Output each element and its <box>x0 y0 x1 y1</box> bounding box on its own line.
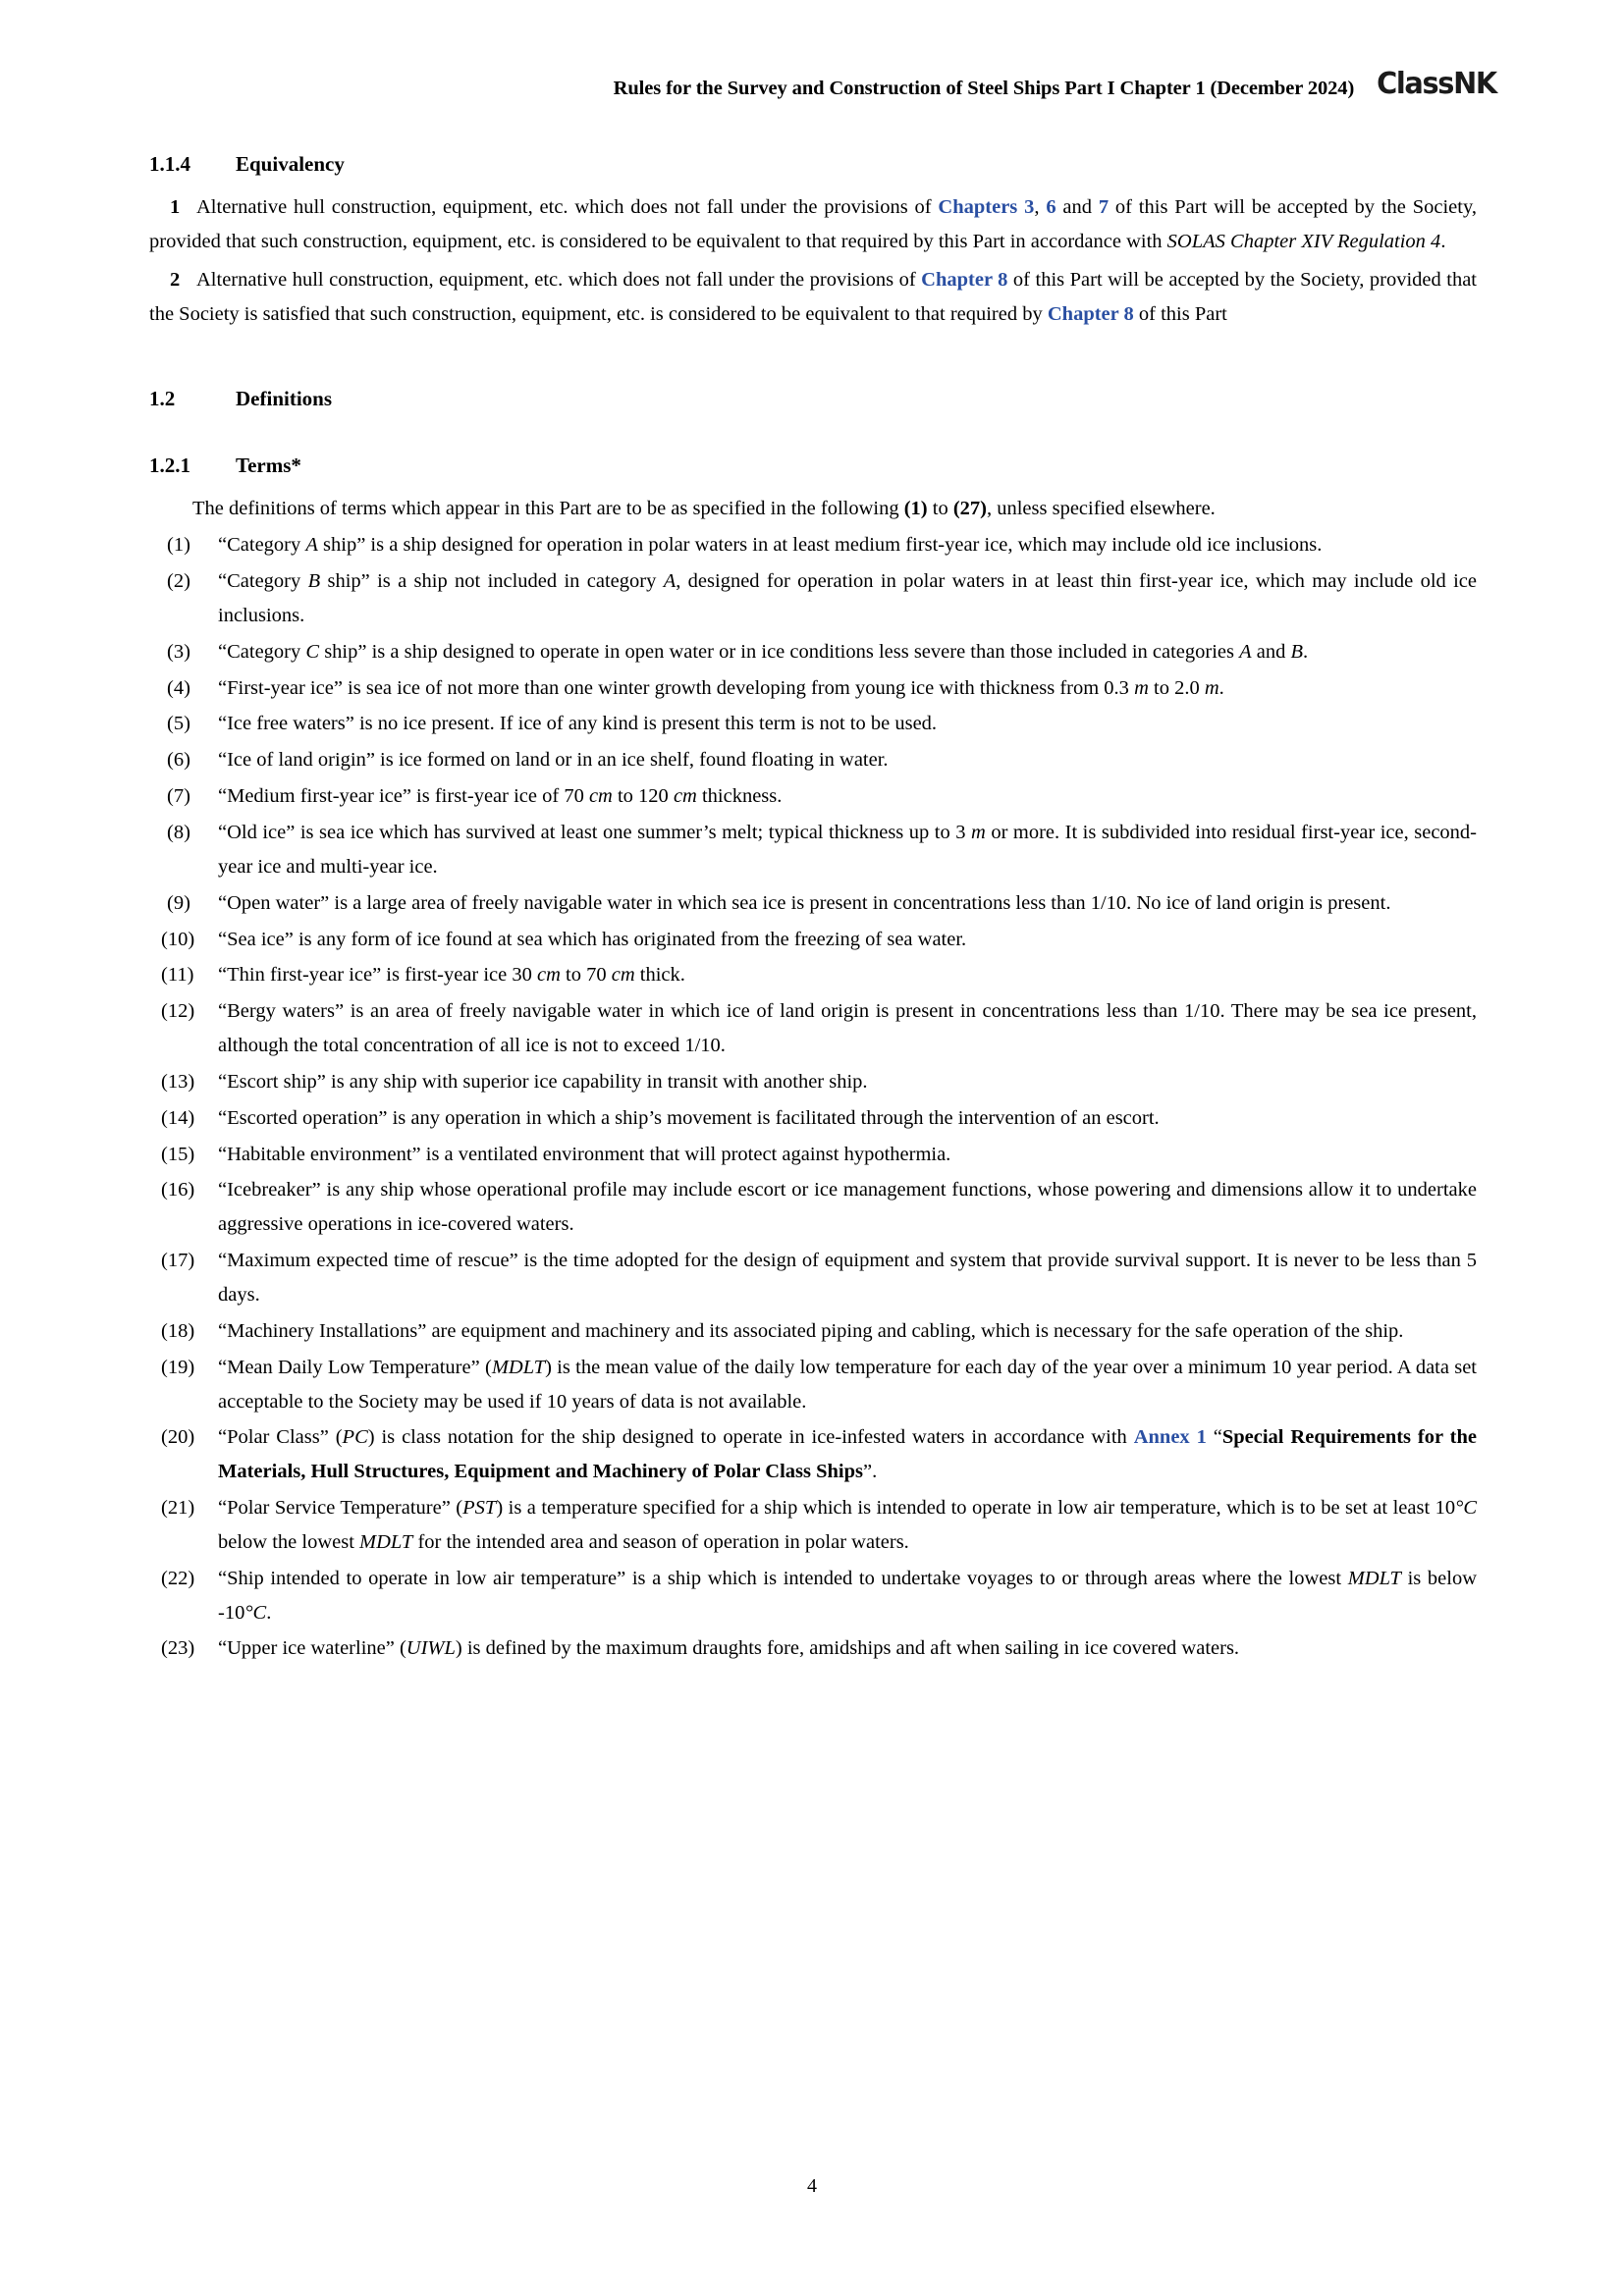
definition-text: for the intended area and season of operation in polar waters. <box>412 1530 909 1553</box>
definition-marker: (7) <box>167 785 190 808</box>
definition-item <box>149 1351 1477 1419</box>
definition-italic-term: PC <box>342 1426 368 1449</box>
paragraph-1-text-e: . <box>1440 231 1446 253</box>
definition-marker: (1) <box>167 534 190 557</box>
definitions-lead-in <box>149 492 1477 526</box>
definition-item <box>149 923 1477 957</box>
link-chapter-8-second[interactable]: Chapter 8 <box>1047 302 1134 325</box>
definition-text: “Habitable environment” is a ventilated environment that will protect against hypothermia. <box>218 1143 951 1165</box>
definition-text: below the lowest <box>218 1530 360 1553</box>
paragraph-number: 1 <box>170 196 181 218</box>
heading-number: 1.2.1 <box>149 454 190 477</box>
definition-text: and <box>1251 640 1291 663</box>
lead-range-start: (1) <box>903 498 928 519</box>
definition-text: “Icebreaker” is any ship whose operational profile may include escort or ice management functions, whose powering and dimensions allow it to undertake aggressive operations in ice-covered waters. <box>218 1179 1477 1236</box>
heading-number: 1.1.4 <box>149 152 190 176</box>
definition-text: “Medium first-year ice” is first-year ice of 70 <box>218 785 589 808</box>
definition-text: or more. It is subdivided into residual first-year ice, second-year ice and multi-year ice. <box>218 822 1477 878</box>
definition-marker: (22) <box>161 1567 195 1589</box>
definition-item <box>149 886 1477 921</box>
definition-text: ) is the mean value of the daily low temperature for each day of the year over a minimum 10 year period. A data set acceptable to the Society may be used if 10 years of data is not available. <box>218 1356 1477 1413</box>
definition-item <box>149 1314 1477 1349</box>
definition-text: ) is defined by the maximum draughts fore, amidships and aft when sailing in ice covered waters. <box>455 1637 1240 1660</box>
definition-text: . <box>1303 640 1309 663</box>
definition-marker: (21) <box>161 1497 195 1520</box>
definition-item <box>149 1138 1477 1172</box>
paragraph-1-text-a: Alternative hull construction, equipment, etc. which does not fall under the provisions of <box>196 196 939 218</box>
paragraph-1-text-d: of this Part will be accepted by the Society, provided that such construction, equipment, etc. is considered to be equivalent to that required by this Part in accordance with <box>149 196 1478 253</box>
definition-text: “Machinery Installations” are equipment and machinery and its associated piping and cabling, which is necessary for the safe operation of the ship. <box>218 1319 1404 1342</box>
definition-italic-term: °C <box>1455 1497 1477 1520</box>
definition-italic-term: PST <box>462 1497 497 1520</box>
link-annex-1[interactable]: Annex 1 <box>1133 1426 1207 1449</box>
definition-item <box>149 994 1477 1063</box>
definition-marker: (4) <box>167 676 190 699</box>
definition-text: is below -10 <box>218 1567 1477 1624</box>
definition-item <box>149 1101 1477 1136</box>
definition-item <box>149 1491 1477 1560</box>
definition-marker: (14) <box>161 1106 195 1129</box>
definition-italic-term: A <box>663 570 677 593</box>
definition-italic-term: cm <box>673 785 697 808</box>
definition-item <box>149 707 1477 741</box>
heading-1-2-1 <box>149 454 1477 478</box>
solas-reference: SOLAS Chapter XIV Regulation 4 <box>1166 231 1441 253</box>
paragraph-2-text-a: Alternative hull construction, equipment, etc. which does not fall under the provisions of <box>196 268 922 291</box>
definition-text: “Open water” is a large area of freely navigable water in which sea ice is present in concentrations less than 1/10. No ice of land origin is present. <box>218 891 1391 914</box>
lead-range-end: (27) <box>952 498 987 519</box>
definition-italic-term: MDLT <box>359 1530 413 1553</box>
definition-marker: (23) <box>161 1637 195 1660</box>
heading-text: Definitions <box>236 387 333 410</box>
paragraph-1 <box>149 190 1477 260</box>
classnk-logo: ClassNK <box>1377 67 1496 101</box>
definition-text: “Ice of land origin” is ice formed on land or in an ice shelf, found floating in water. <box>218 749 889 772</box>
definition-text: ”. <box>863 1461 878 1483</box>
definition-item <box>149 635 1477 669</box>
definition-italic-term: C <box>305 640 320 663</box>
paragraph-2 <box>149 263 1477 333</box>
definition-marker: (12) <box>161 1000 195 1023</box>
definition-item <box>149 1173 1477 1242</box>
link-chapter-8-first[interactable]: Chapter 8 <box>921 268 1008 291</box>
definition-marker: (2) <box>167 570 190 593</box>
definition-italic-term: cm <box>537 964 561 987</box>
definition-text: ) is a temperature specified for a ship which is intended to operate in low air temperature, which is to be set at least 10 <box>496 1497 1456 1520</box>
definition-text: “Escort ship” is any ship with superior ice capability in transit with another ship. <box>218 1070 868 1093</box>
link-chapter-6[interactable]: 6 <box>1046 196 1056 218</box>
page-header <box>147 67 1496 101</box>
lead-text-a: The definitions of terms which appear in this Part are to be as specified in the following <box>192 498 904 519</box>
definition-marker: (6) <box>167 749 190 772</box>
definition-text: ship” is a ship designed to operate in open water or in ice conditions less severe than those included in categories <box>319 640 1240 663</box>
definition-italic-term: m <box>1134 676 1149 699</box>
definition-italic-term: cm <box>588 785 613 808</box>
definition-text: “Thin first-year ice” is first-year ice 30 <box>218 964 537 987</box>
definition-text: “Bergy waters” is an area of freely navigable water in which ice of land origin is present in concentrations less than 1/10. There may be sea ice present, although the total concentration of all ice is not to exceed 1/10. <box>218 1000 1477 1057</box>
definition-italic-term: A <box>305 534 318 557</box>
definition-marker: (5) <box>167 713 190 735</box>
lead-text-c: to <box>927 498 953 519</box>
definition-italic-term: B <box>307 570 321 593</box>
definition-item <box>149 1631 1477 1666</box>
definition-text: . <box>1218 676 1224 699</box>
definition-marker: (8) <box>167 822 190 843</box>
definition-text: “Category <box>218 570 308 593</box>
definition-text: “First-year ice” is sea ice of not more than one winter growth developing from young ice with thickness from 0.3 <box>218 676 1135 699</box>
heading-text: Terms* <box>236 454 301 477</box>
definition-item <box>149 1420 1477 1489</box>
definition-item <box>149 671 1477 706</box>
document-body <box>149 152 1477 1668</box>
definition-text: “Mean Daily Low Temperature” ( <box>218 1356 492 1378</box>
definition-item <box>149 528 1477 562</box>
definition-marker: (17) <box>161 1250 195 1272</box>
definition-italic-term: B <box>1290 640 1304 663</box>
definition-text: “Upper ice waterline” ( <box>218 1637 406 1660</box>
definition-marker: (16) <box>161 1179 195 1201</box>
paragraph-1-text-c: and <box>1056 196 1099 218</box>
definition-text: ship” is a ship designed for operation in polar waters in at least medium first-year ice, which may include old ice inclusions. <box>317 534 1323 557</box>
heading-text: Equivalency <box>236 152 345 176</box>
heading-1-1-4 <box>149 152 1477 177</box>
definition-italic-term: UIWL <box>406 1637 456 1660</box>
definition-text: ship” is a ship not included in category <box>320 570 664 593</box>
definition-text: “Sea ice” is any form of ice found at sea which has originated from the freezing of sea water. <box>218 928 967 950</box>
definition-text: , designed for operation in polar waters in at least thin first-year ice, which may include old ice inclusions. <box>218 570 1477 626</box>
definition-text: “Category <box>218 640 306 663</box>
definition-italic-term: m <box>971 822 986 843</box>
definition-marker: (9) <box>167 891 190 914</box>
paragraph-2-text-c: of this Part <box>1133 302 1227 325</box>
heading-1-2 <box>149 387 1477 411</box>
definition-marker: (18) <box>161 1319 195 1342</box>
definition-marker: (10) <box>161 928 195 950</box>
paragraph-1-text-b: , <box>1034 196 1047 218</box>
definition-text: to 2.0 <box>1148 676 1205 699</box>
paragraph-2-text-b: of this Part will be accepted by the Society, provided that the Society is satisfied that such construction, equipment, etc. is considered to be equivalent to that required by <box>149 268 1478 325</box>
definitions-list <box>149 528 1477 1666</box>
definition-item <box>149 958 1477 992</box>
definition-italic-term: °C <box>244 1601 267 1624</box>
definition-item <box>149 564 1477 633</box>
definition-marker: (15) <box>161 1143 195 1165</box>
definition-marker: (19) <box>161 1356 195 1378</box>
definition-text: “Polar Service Temperature” ( <box>218 1497 463 1520</box>
definition-text: “Maximum expected time of rescue” is the time adopted for the design of equipment and system that provide survival support. It is never to be less than 5 days. <box>218 1250 1477 1306</box>
definition-marker: (11) <box>161 964 194 987</box>
definition-italic-term: m <box>1204 676 1219 699</box>
definition-item <box>149 1065 1477 1099</box>
definition-italic-term: A <box>1239 640 1252 663</box>
definition-item <box>149 743 1477 777</box>
definition-italic-term: MDLT <box>1347 1567 1401 1589</box>
header-title: Rules for the Survey and Construction of Steel Ships Part I Chapter 1 (December 2024) <box>613 78 1355 99</box>
definition-text: “ <box>1206 1426 1222 1449</box>
page-number: 4 <box>807 2175 817 2197</box>
definition-item <box>149 816 1477 884</box>
definition-marker: (20) <box>161 1426 195 1449</box>
definition-marker: (13) <box>161 1070 195 1093</box>
definition-item <box>149 779 1477 814</box>
definition-text: “Ice free waters” is no ice present. If ice of any kind is present this term is not to be used. <box>218 713 938 735</box>
definition-italic-term: cm <box>611 964 635 987</box>
definition-text: “Category <box>218 534 306 557</box>
link-chapters-3[interactable]: Chapters 3 <box>938 196 1035 218</box>
definition-item <box>149 1562 1477 1630</box>
definition-text: to 70 <box>560 964 612 987</box>
heading-number: 1.2 <box>149 387 176 410</box>
definition-text: “Escorted operation” is any operation in which a ship’s movement is facilitated through the intervention of an escort. <box>218 1106 1160 1129</box>
definition-text: “Old ice” is sea ice which has survived at least one summer’s melt; typical thickness up to 3 <box>218 822 971 843</box>
definition-text: “Polar Class” ( <box>218 1426 343 1449</box>
page-footer <box>0 2175 1624 2198</box>
definition-text: . <box>266 1601 272 1624</box>
definition-bold-title: Special Requirements for the Materials, Hull Structures, Equipment and Machinery of Polar Class Ships <box>218 1426 1477 1483</box>
definition-italic-term: MDLT <box>491 1356 546 1378</box>
definition-text: ) is class notation for the ship designed to operate in ice-infested waters in accordance with <box>367 1426 1134 1449</box>
link-chapter-7[interactable]: 7 <box>1098 196 1110 218</box>
lead-text-d: , unless specified elsewhere. <box>986 498 1216 519</box>
paragraph-number: 2 <box>170 268 181 291</box>
definition-text: to 120 <box>612 785 674 808</box>
definition-item <box>149 1244 1477 1312</box>
definition-text: thick. <box>634 964 685 987</box>
definition-text: thickness. <box>696 785 783 808</box>
definition-marker: (3) <box>167 640 190 663</box>
definition-text: “Ship intended to operate in low air temperature” is a ship which is intended to undertake voyages to or through areas where the lowest <box>218 1567 1348 1589</box>
